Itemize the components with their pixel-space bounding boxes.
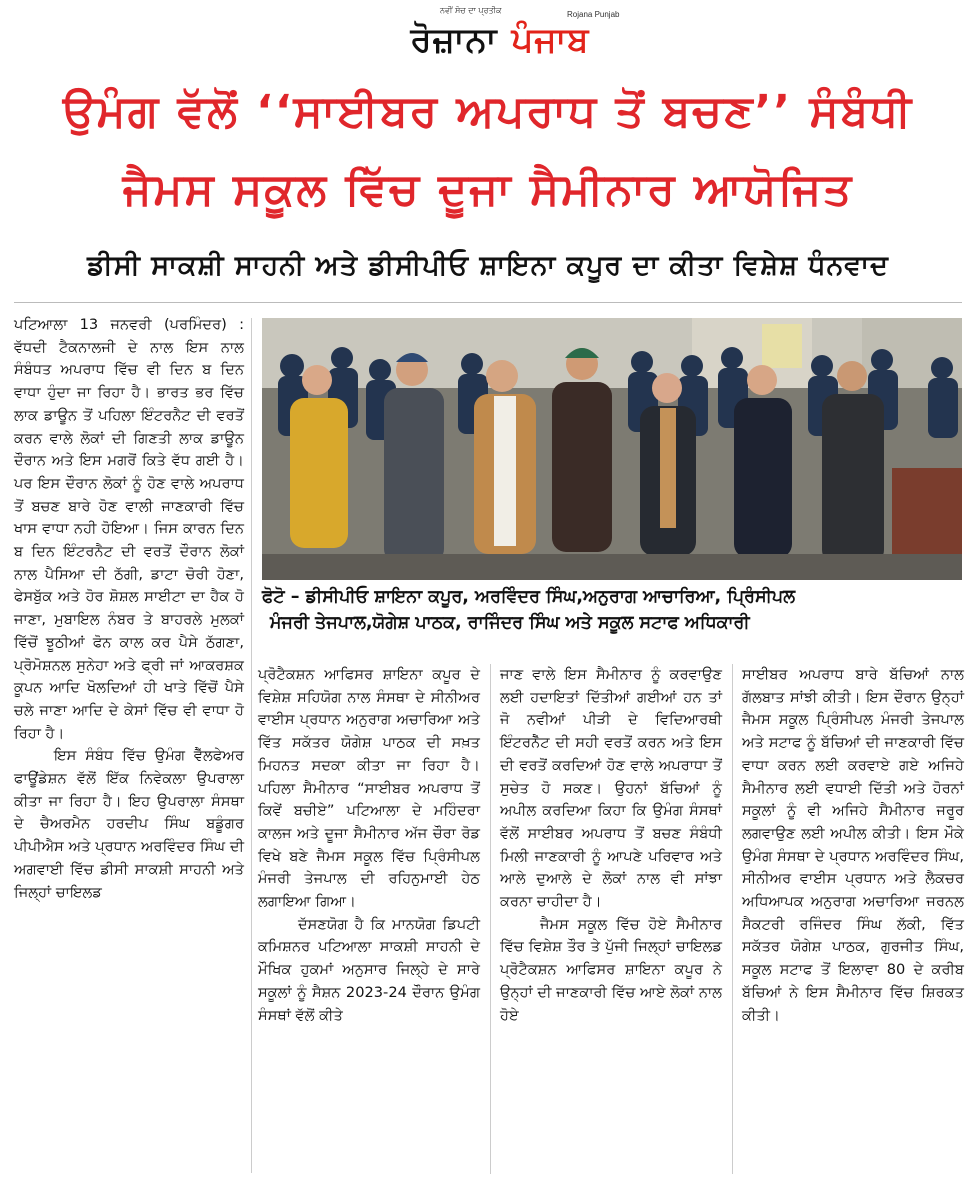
column-divider [732,664,733,1174]
article-column-2 [258,664,480,1027]
subheadline: ਡੀਸੀ ਸਾਕਸ਼ੀ ਸਾਹਨੀ ਅਤੇ ਡੀਸੀਪੀਓ ਸ਼ਾਇਨਾ ਕਪੂਰ ਦਾ ਕੀਤਾ ਵਿਸ਼ੇਸ਼ ਧੰਨਵਾਦ [87,250,889,281]
article-paragraph: ਸਾਈਬਰ ਅਪਰਾਧ ਬਾਰੇ ਬੱਚਿਆਂ ਨਾਲ ਗੱਲਬਾਤ ਸਾਂਝੀ ਕੀਤੀ। ਇਸ ਦੌਰਾਨ ਉਨ੍ਹਾਂ ਜੈਮਸ ਸਕੂਲ ਪ੍ਰਿੰਸੀਪਲ ਮੰਜਰੀ ਤੇਜਪਾਲ ਅਤੇ ਸਟਾਫ ਨੂੰ ਬੱਚਿਆਂ ਦੀ ਜਾਣਕਾਰੀ ਵਿੱਚ ਵਾਧਾ ਕਰਨ ਲਈ ਕਰਵਾਏ ਗਏ ਅਜਿਹੇ ਸੈਮੀਨਾਰ ਲਈ ਵਧਾਈ ਦਿੱਤੀ ਅਤੇ ਹੋਰਨਾਂ ਸਕੂਲਾਂ ਨੂੰ ਵੀ ਅਜਿਹੇ ਸੈਮੀਨਾਰ ਜਰੂਰ ਲਗਵਾਉਣ ਲਈ ਅਪੀਲ ਕੀਤੀ। ਇਸ ਮੌਕੇ ਉਮੰਗ ਸੰਸਥਾ ਦੇ ਪ੍ਰਧਾਨ ਅਰਵਿੰਦਰ ਸਿੰਘ, ਸੀਨੀਅਰ ਵਾਈਸ ਪ੍ਰਧਾਨ ਅਤੇ ਲੈਕਚਰ ਅਧਿਆਪਕ ਅਨੁਰਾਗ ਅਚਾਰਿਆ ਜਰਨਲ ਸੈਕਟਰੀ ਰਜਿੰਦਰ ਸਿੰਘ ਲੱਕੀ, ਵਿੱਤ ਸਕੱਤਰ ਯੋਗੇਸ਼ ਪਾਠਕ, ਗੁਰਜੀਤ ਸਿੰਘ, ਸਕੂਲ ਸਟਾਫ ਤੋਂ ਇਲਾਵਾ 80 ਦੇ ਕਰੀਬ ਬੱਚਿਆਂ ਨੇ ਇਸ ਸੈਮੀਨਾਰ ਵਿੱਚ ਸ਼ਿਰਕਤ ਕੀਤੀ। [742,666,964,1024]
article-column-4 [742,664,964,1027]
masthead-tagline: ਨਵੀਂ ਸੋਚ ਦਾ ਪ੍ਰਤੀਕ [440,6,502,15]
article-paragraph: ਪ੍ਰੋਟੈਕਸ਼ਨ ਆਫਿਸਰ ਸ਼ਾਇਨਾ ਕਪੂਰ ਦੇ ਵਿਸ਼ੇਸ਼ ਸਹਿਯੋਗ ਨਾਲ ਸੰਸਥਾ ਦੇ ਸੀਨੀਅਰ ਵਾਈਸ ਪ੍ਰਧਾਨ ਅਨੁਰਾਗ ਅਚਾਰਿਆ ਅਤੇ ਵਿੱਤ ਸਕੱਤਰ ਯੋਗੇਸ਼ ਪਾਠਕ ਦੀ ਸਖ਼ਤ ਮਿਹਨਤ ਸਦਕਾ ਕੀਤਾ ਜਾ ਰਿਹਾ ਹੈ। ਪਹਿਲਾ ਸੈਮੀਨਾਰ “ਸਾਈਬਰ ਅਪਰਾਧ ਤੋਂ ਕਿਵੇਂ ਬਚੀਏ” ਪਟਿਆਲਾ ਦੇ ਮਹਿੰਦਰਾ ਕਾਲਜ ਅਤੇ ਦੂਜਾ ਸੈਮੀਨਾਰ ਅੱਜ ਚੌਰਾ ਰੋਡ ਵਿਖੇ ਬਣੇ ਜੈਮਸ ਸਕੂਲ ਵਿੱਚ ਪ੍ਰਿੰਸੀਪਲ ਮੰਜਰੀ ਤੇਜਪਾਲ ਦੀ ਰਹਿਨੁਮਾਈ ਹੇਠ ਲਗਾਇਆ ਗਿਆ। [258,666,480,911]
column-divider [490,664,491,1174]
logo-word-1: ਰੋਜ਼ਾਨਾ [410,20,498,60]
masthead [0,0,976,74]
article-paragraph: ਦੱਸਣਯੋਗ ਹੈ ਕਿ ਮਾਨਯੋਗ ਡਿਪਟੀ ਕਮਿਸ਼ਨਰ ਪਟਿਆਲਾ ਸਾਕਸ਼ੀ ਸਾਹਨੀ ਦੇ ਮੌਖਿਕ ਹੁਕਮਾਂ ਅਨੁਸਾਰ ਜਿਲ੍ਹੇ ਦੇ ਸਾਰੇ ਸਕੂਲਾਂ ਨੂੰ ਸੈਸ਼ਨ 2023-24 ਦੌਰਾਨ ਉਮੰਗ ਸੰਸਥਾਂ ਵੱਲੋਂ ਕੀਤੇ [258,915,480,1024]
headline-line-1: ਉਮੰਗ ਵੱਲੋਂ ‘‘ਸਾਈਬਰ ਅਪਰਾਧ ਤੋਂ ਬਚਣ’’ ਸੰਬੰਧੀ [62,86,914,137]
photo-caption [262,584,962,636]
article-paragraph: ਇਸ ਸੰਬੰਧ ਵਿੱਚ ਉਮੰਗ ਵੈੱਲਫੇਅਰ ਫਾਊਂਡੇਸ਼ਨ ਵੱਲੋਂ ਇੱਕ ਨਿਵੇਕਲਾ ਉਪਰਾਲਾ ਕੀਤਾ ਜਾ ਰਿਹਾ ਹੈ। ਇਹ ਉਪਰਾਲਾ ਸੰਸਥਾ ਦੇ ਚੈਅਰਮੈਨ ਹਰਦੀਪ ਸਿੰਘ ਬਡੂੰਗਰ ਪੀਪੀਐਸ ਅਤੇ ਪ੍ਰਧਾਨ ਅਰਵਿੰਦਰ ਸਿੰਘ ਦੀ ਅਗਵਾਈ ਵਿੱਚ ਡੀਸੀ ਸਾਕਸ਼ੀ ਸਾਹਨੀ ਅਤੇ ਜਿਲ੍ਹਾਂ ਚਾਇਲਡ [14,747,244,901]
article-paragraph: ਜੈਮਸ ਸਕੂਲ ਵਿੱਚ ਹੋਏ ਸੈਮੀਨਾਰ ਵਿੱਚ ਵਿਸ਼ੇਸ਼ ਤੌਰ ਤੇ ਪੁੱਜੀ ਜਿਲ੍ਹਾਂ ਚਾਇਲਡ ਪ੍ਰੋਟੈਕਸ਼ਨ ਆਫਿਸਰ ਸ਼ਾਇਨਾ ਕਪੂਰ ਨੇ ਉਨ੍ਹਾਂ ਦੀ ਜਾਣਕਾਰੀ ਵਿੱਚ ਆਏ ਲੋਕਾਂ ਨਾਲ ਹੋਏ [500,915,722,1024]
column-divider [251,318,252,1173]
newspaper-logo [385,16,615,64]
article-column-1 [14,314,244,904]
article-paragraph: ਪਟਿਆਲਾ 13 ਜਨਵਰੀ (ਪਰਮਿੰਦਰ) : ਵੱਧਦੀ ਟੈਕਨਾਲਜੀ ਦੇ ਨਾਲ ਇਸ ਨਾਲ ਸੰਬੰਧਤ ਅਪਰਾਧ ਵਿੱਚ ਵੀ ਦਿਨ ਬ ਦਿਨ ਵਾਧਾ ਹੁੰਦਾ ਜਾ ਰਿਹਾ ਹੈ। ਭਾਰਤ ਭਰ ਵਿੱਚ ਲਾਕ ਡਾਊਨ ਤੋਂ ਪਹਿਲਾ ਇੰਟਰਨੈਟ ਦੀ ਵਰਤੋਂ ਕਰਨ ਵਾਲੇ ਲੋਕਾਂ ਦੀ ਗਿਣਤੀ ਲਾਕ ਡਾਊਨ ਦੌਰਾਨ ਅਤੇ ਇਸ ਮਗਰੋਂ ਕਿਤੇ ਵੱਧ ਗਈ ਹੈ। ਪਰ ਇਸ ਦੌਰਾਨ ਲੋਕਾਂ ਨੂੰ ਹੋਣ ਵਾਲੇ ਅਪਰਾਧ ਤੋਂ ਬਚਣ ਬਾਰੇ ਹੋਣ ਵਾਲੀ ਜਾਣਕਾਰੀ ਵਿੱਚ ਖਾਸ ਵਾਧਾ ਨਹੀ ਹੋਇਆ। ਜਿਸ ਕਾਰਨ ਦਿਨ ਬ ਦਿਨ ਇੰਟਰਨੈਟ ਦੀ ਵਰਤੋਂ ਦੌਰਾਨ ਲੋਕਾਂ ਨਾਲ ਪੈਸਿਆ ਦੀ ਠੱਗੀ, ਡਾਟਾ ਚੋਰੀ ਹੋਣਾ, ਫੇਸਬੁੱਕ ਅਤੇ ਹੋਰ ਸ਼ੋਸ਼ਲ ਸਾਈਟਾ ਦਾ ਹੈਕ ਹੋ ਜਾਣਾ, ਮੁਬਾਇਲ ਨੰਬਰ ਤੇ ਬਾਹਰਲੇ ਮੁਲਕਾਂ ਵਿੱਚੋਂ ਝੂਠੀਆਂ ਫੋਨ ਕਾਲ ਕਰ ਪੈਸੇ ਠੱਗਣਾ, ਪ੍ਰੋਮੋਸ਼ਨਲ ਸੁਨੇਹਾ ਅਤੇ ਫ੍ਰੀ ਜਾਂ ਆਕਰਸ਼ਕ ਕੂਪਨ ਆਦਿ ਖੋਲਦਿਆਂ ਹੀ ਖਾਤੇ ਵਿੱਚੋਂ ਪੈਸੇ ਚਲੇ ਜਾਣਾ ਆਦਿ ਦੇ ਕੇਸਾਂ ਵਿੱਚ ਵੀ ਵਾਧਾ ਹੋ ਰਿਹਾ ਹੈ। [14,316,244,742]
caption-line-2: ਮੰਜਰੀ ਤੇਜਪਾਲ,ਯੋਗੇਸ਼ ਪਾਠਕ, ਰਾਜਿੰਦਰ ਸਿੰਘ ਅਤੇ ਸਕੂਲ ਸਟਾਫ ਅਧਿਕਾਰੀ [270,613,750,633]
headline-line-2: ਜੈਮਸ ਸਕੂਲ ਵਿੱਚ ਦੂਜਾ ਸੈਮੀਨਾਰ ਆਯੋਜਿਤ [122,164,854,215]
article-paragraph: ਜਾਣ ਵਾਲੇ ਇਸ ਸੈਮੀਨਾਰ ਨੂੰ ਕਰਵਾਉਣ ਲਈ ਹਦਾਇਤਾਂ ਦਿੱਤੀਆਂ ਗਈਆਂ ਹਨ ਤਾਂ ਜੋ ਨਵੀਆਂ ਪੀੜੀ ਦੇ ਵਿਦਿਆਰਥੀ ਇੰਟਰਨੈੱਟ ਦੀ ਸਹੀ ਵਰਤੋਂ ਕਰਨ ਅਤੇ ਇਸ ਦੀ ਵਰਤੋਂ ਕਰਦਿਆਂ ਹੋਣ ਵਾਲੇ ਅਪਰਾਧਾ ਤੋਂ ਸੁਚੇਤ ਹੋ ਸਕਣ। ਉਹਨਾਂ ਬੱਚਿਆਂ ਨੂੰ ਅਪੀਲ ਕਰਦਿਆ ਕਿਹਾ ਕਿ ਉਮੰਗ ਸੰਸਥਾਂ ਵੱਲੋਂ ਸਾਈਬਰ ਅਪਰਾਧ ਤੋਂ ਬਚਣ ਸੰਬੰਧੀ ਮਿਲੀ ਜਾਣਕਾਰੀ ਨੂੰ ਆਪਣੇ ਪਰਿਵਾਰ ਅਤੇ ਆਲੇ ਦੁਆਲੇ ਦੇ ਲੋਕਾਂ ਨਾਲ ਵੀ ਸਾਂਝਾ ਕਰਨਾ ਚਾਹੀਦਾ ਹੈ। [500,666,722,911]
article-column-3 [500,664,722,1027]
masthead-latin-name: Rojana Punjab [567,10,620,19]
divider [14,302,962,303]
logo-word-2: ਪੰਜਾਬ [511,20,590,60]
caption-line-1: ਫੋਟੋ – ਡੀਸੀਪੀਓ ਸ਼ਾਇਨਾ ਕਪੂਰ, ਅਰਵਿੰਦਰ ਸਿੰਘ,ਅਨੁਰਾਗ ਆਚਾਰਿਆ, ਪ੍ਰਿੰਸੀਪਲ [262,587,796,607]
group-photo [262,318,962,580]
